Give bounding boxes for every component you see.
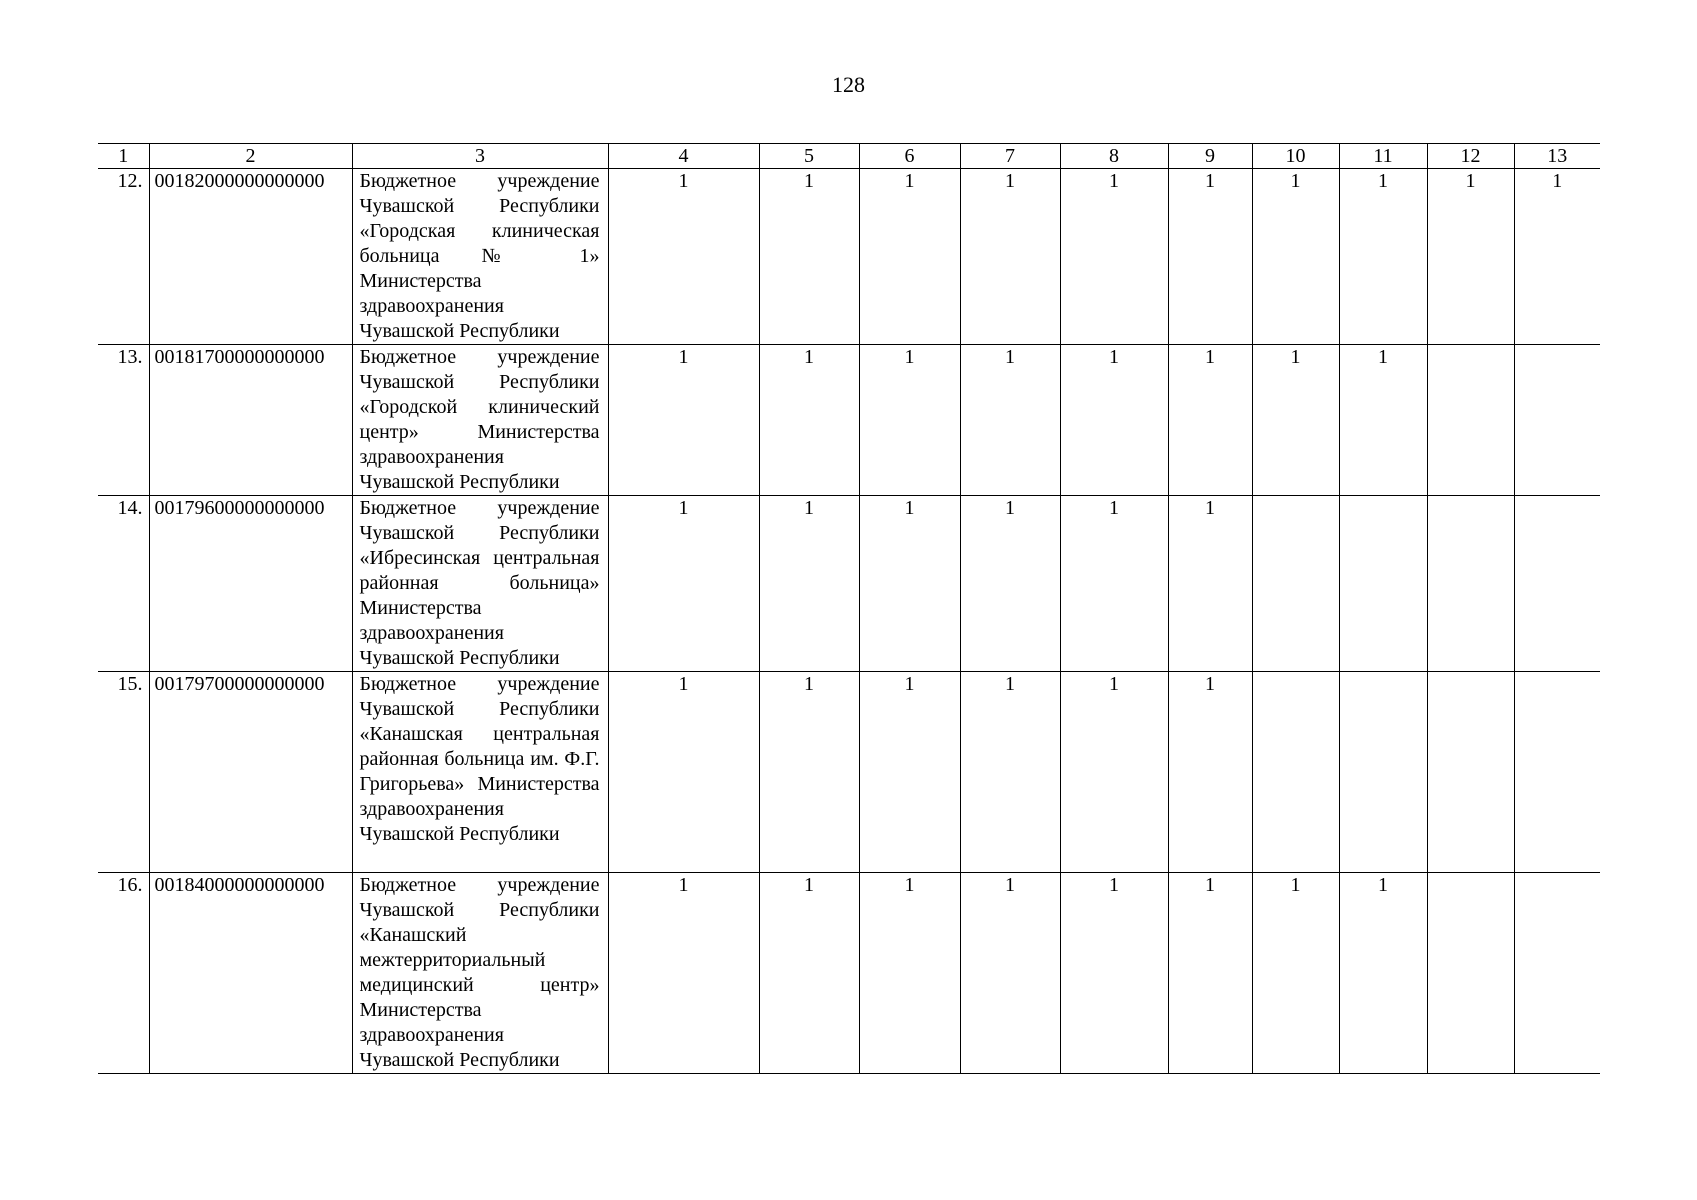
row-number: 15. <box>98 672 149 873</box>
row-value: 1 <box>859 496 960 672</box>
row-value: 1 <box>1339 169 1427 345</box>
row-value: 1 <box>1060 496 1168 672</box>
row-value <box>1427 873 1514 1074</box>
table-row <box>98 496 1600 672</box>
row-number: 16. <box>98 873 149 1074</box>
row-value: 1 <box>1252 169 1339 345</box>
row-value: 1 <box>759 873 859 1074</box>
row-value: 1 <box>1168 496 1252 672</box>
row-value: 1 <box>960 873 1060 1074</box>
row-value: 1 <box>1168 169 1252 345</box>
row-value: 1 <box>960 345 1060 496</box>
column-header: 2 <box>149 144 352 169</box>
row-value: 1 <box>759 672 859 873</box>
column-header: 6 <box>859 144 960 169</box>
row-value: 1 <box>1168 345 1252 496</box>
column-header: 5 <box>759 144 859 169</box>
row-value: 1 <box>608 672 759 873</box>
row-value: 1 <box>1168 873 1252 1074</box>
row-value: 1 <box>1060 873 1168 1074</box>
row-value <box>1252 496 1339 672</box>
row-value: 1 <box>1339 345 1427 496</box>
row-name: Бюджетное учреждение Чувашской Республики «Канашский межтерриториальный медицинский центр» Министерства здравоохранения Чувашской Республики <box>352 873 608 1074</box>
table-header-row <box>98 144 1600 169</box>
row-value: 1 <box>859 672 960 873</box>
row-value: 1 <box>608 345 759 496</box>
row-value <box>1514 345 1600 496</box>
row-number: 13. <box>98 345 149 496</box>
row-value <box>1339 672 1427 873</box>
row-code: 00179600000000000 <box>149 496 352 672</box>
row-value: 1 <box>1252 345 1339 496</box>
table-row <box>98 345 1600 496</box>
row-name: Бюджетное учреждение Чувашской Республики «Городская клиническая больница № 1» Министерства здравоохранения Чувашской Республики <box>352 169 608 345</box>
row-value: 1 <box>608 496 759 672</box>
row-value: 1 <box>859 169 960 345</box>
row-value: 1 <box>1339 873 1427 1074</box>
row-value: 1 <box>960 672 1060 873</box>
row-value: 1 <box>1060 345 1168 496</box>
row-value <box>1427 496 1514 672</box>
row-number: 14. <box>98 496 149 672</box>
row-value: 1 <box>1427 169 1514 345</box>
column-header: 1 <box>98 144 149 169</box>
table-row <box>98 873 1600 1074</box>
row-value: 1 <box>1060 169 1168 345</box>
page-number: 128 <box>832 72 865 97</box>
column-header: 4 <box>608 144 759 169</box>
row-value: 1 <box>608 169 759 345</box>
table-row <box>98 672 1600 873</box>
row-number: 12. <box>98 169 149 345</box>
row-value <box>1427 345 1514 496</box>
row-name: Бюджетное учреждение Чувашской Республики «Канашская центральная районная больница им. Ф.Г. Григорьева» Министерства здравоохранения Чувашской Республики <box>352 672 608 873</box>
column-header: 13 <box>1514 144 1600 169</box>
column-header: 3 <box>352 144 608 169</box>
row-value: 1 <box>1514 169 1600 345</box>
row-value <box>1514 873 1600 1074</box>
row-value: 1 <box>759 169 859 345</box>
row-value <box>1514 672 1600 873</box>
column-header: 9 <box>1168 144 1252 169</box>
row-value: 1 <box>859 873 960 1074</box>
data-table <box>98 143 1600 1074</box>
row-code: 00184000000000000 <box>149 873 352 1074</box>
row-value <box>1252 672 1339 873</box>
row-value: 1 <box>859 345 960 496</box>
column-header: 10 <box>1252 144 1339 169</box>
column-header: 8 <box>1060 144 1168 169</box>
row-code: 00181700000000000 <box>149 345 352 496</box>
row-value <box>1339 496 1427 672</box>
row-value: 1 <box>759 496 859 672</box>
row-value: 1 <box>960 496 1060 672</box>
row-name: Бюджетное учреждение Чувашской Республики «Городской клинический центр» Министерства здравоохранения Чувашской Республики <box>352 345 608 496</box>
table-row <box>98 169 1600 345</box>
column-header: 11 <box>1339 144 1427 169</box>
row-name: Бюджетное учреждение Чувашской Республики «Ибресинская центральная районная больница» Министерства здравоохранения Чувашской Республики <box>352 496 608 672</box>
row-value: 1 <box>1168 672 1252 873</box>
column-header: 12 <box>1427 144 1514 169</box>
column-header: 7 <box>960 144 1060 169</box>
row-value: 1 <box>759 345 859 496</box>
row-value: 1 <box>1060 672 1168 873</box>
row-value <box>1514 496 1600 672</box>
row-value: 1 <box>608 873 759 1074</box>
row-value: 1 <box>960 169 1060 345</box>
row-code: 00182000000000000 <box>149 169 352 345</box>
row-value <box>1427 672 1514 873</box>
row-code: 00179700000000000 <box>149 672 352 873</box>
row-value: 1 <box>1252 873 1339 1074</box>
